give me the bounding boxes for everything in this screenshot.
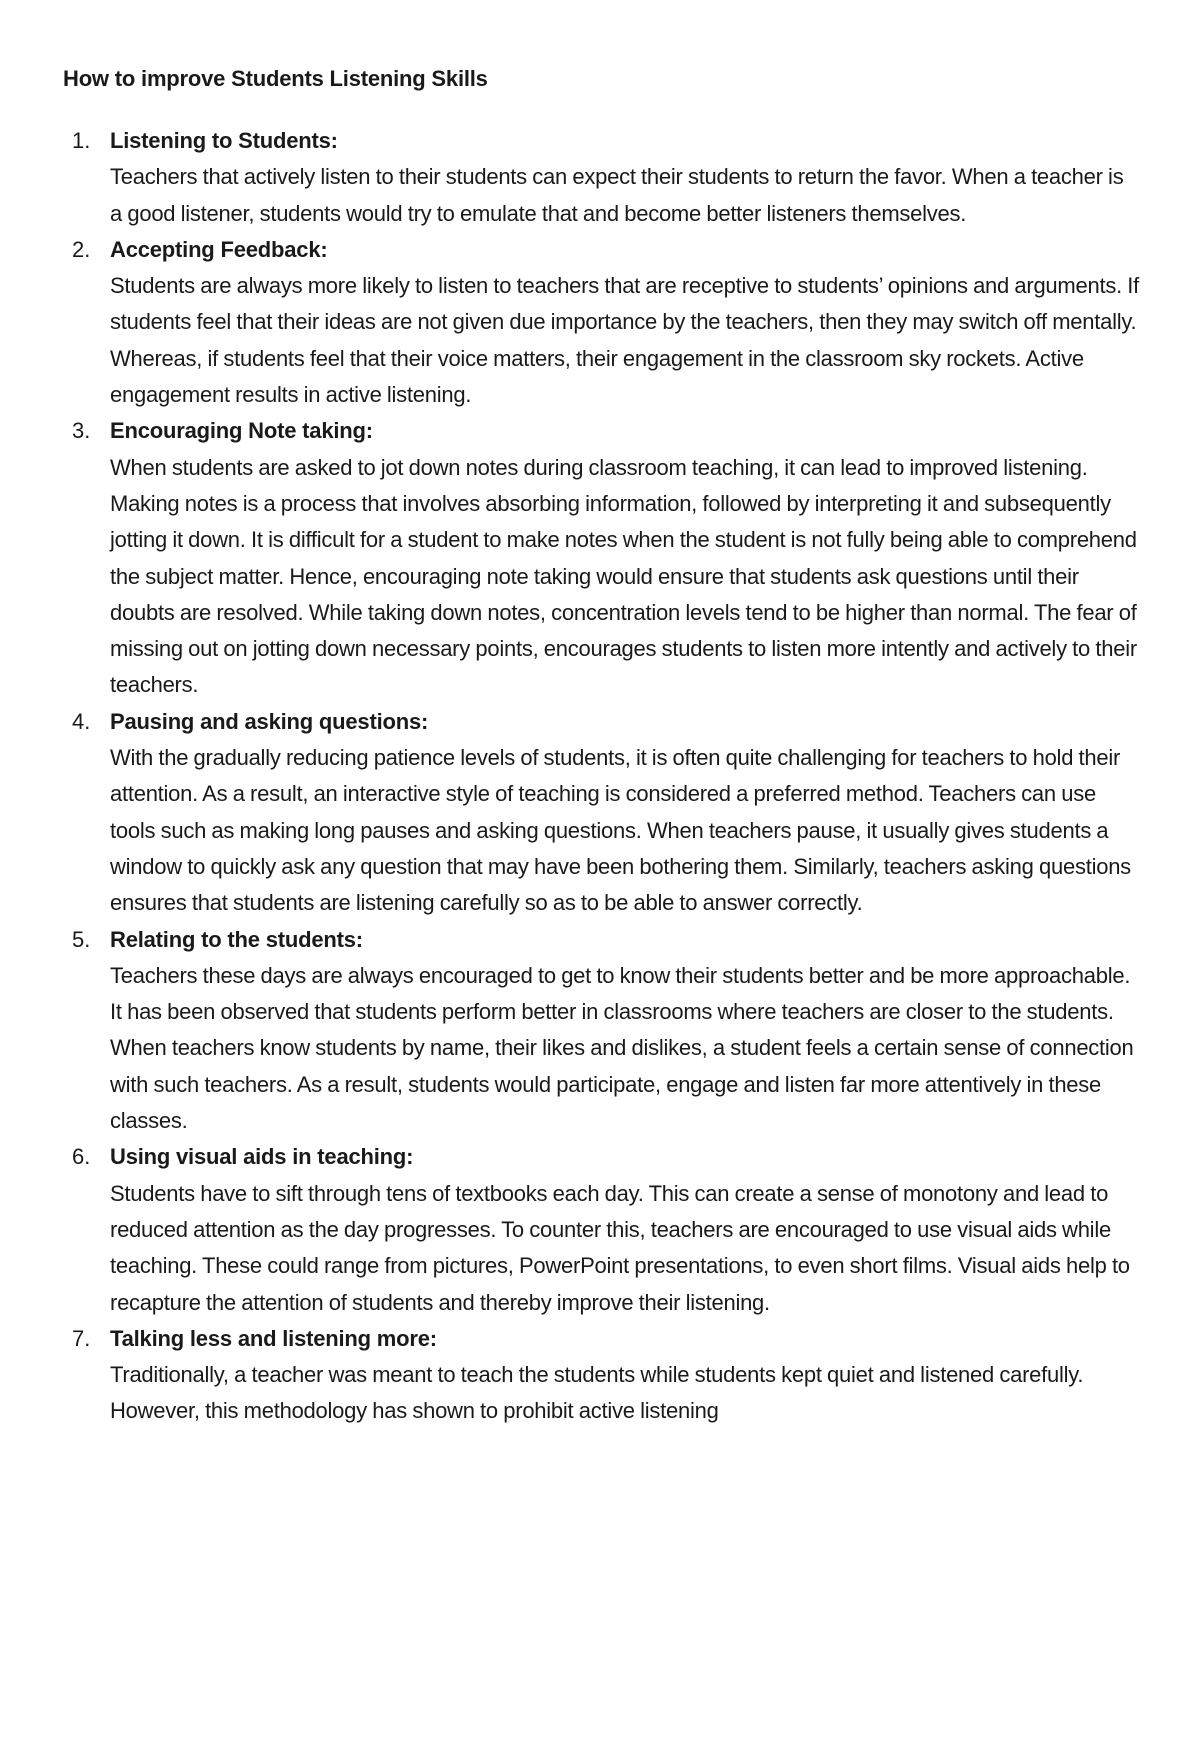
section-heading: Talking less and listening more: [110, 1325, 437, 1351]
section-number: 7. [72, 1325, 91, 1351]
section-body: Teachers these days are always encouraged to get to know their students better and be more approachable. It has been observed that students perform better in classrooms where teachers are closer to the students. When teachers know students by name, their likes and dislikes, a student feels a certain sense of connection with such teachers. As a result, students would participate, engage and listen far more attentively in these classes. [110, 962, 1134, 1134]
section-item-5 [0, 922, 1200, 1140]
section-heading: Listening to Students: [110, 128, 338, 153]
section-heading: Using visual aids in teaching: [110, 1144, 414, 1170]
section-heading: Pausing and asking questions: [110, 708, 429, 734]
section-number: 3. [72, 418, 91, 444]
section-body: Students have to sift through tens of textbooks each day. This can create a sense of monotony and lead to reduced attention as the day progresses. To counter this, teachers are encouraged to use visual aids while teaching. These could range from pictures, PowerPoint presentations, to even short films. Visual aids help to recapture the attention of students and thereby improve their listening. [110, 1180, 1130, 1315]
section-item-6 [0, 1139, 1200, 1320]
section-body: Teachers that actively listen to their students can expect their students to return the favor. When a teacher is a good listener, students would try to emulate that and become better listeners themselves. [110, 164, 1124, 226]
section-item-2 [0, 232, 1200, 413]
section-item-3 [0, 413, 1200, 703]
section-number: 4. [72, 708, 91, 734]
section-body: With the gradually reducing patience levels of students, it is often quite challenging for teachers to hold their attention. As a result, an interactive style of teaching is considered a preferred method. Teachers can use tools such as making long pauses and asking questions. When teachers pause, it usually gives students a window to quickly ask any question that may have been bothering them. Similarly, teachers asking questions ensures that students are listening carefully so as to be able to answer correctly. [110, 745, 1131, 916]
document-title: How to improve Students Listening Skills [63, 66, 488, 91]
section-number: 6. [72, 1144, 91, 1170]
section-heading: Encouraging Note taking: [110, 418, 373, 444]
section-body: When students are asked to jot down notes during classroom teaching, it can lead to improved listening. Making notes is a process that involves absorbing information, followed by interpreting it and subsequently jotting it down. It is difficult for a student to make notes when the student is not fully being able to comprehend the subject matter. Hence, encouraging note taking would ensure that students ask questions until their doubts are resolved. While taking down notes, concentration levels tend to be higher than normal. The fear of missing out on jotting down necessary points, encourages students to listen more intently and actively to their teachers. [110, 454, 1137, 698]
section-body: Traditionally, a teacher was meant to teach the students while students kept quiet and listened carefully. However, this methodology has shown to prohibit active listening [110, 1362, 1084, 1424]
section-item-7 [0, 1321, 1200, 1430]
section-item-4 [0, 704, 1200, 922]
section-item-1 [0, 123, 1200, 232]
section-number: 5. [72, 926, 91, 952]
section-body: Students are always more likely to listen to teachers that are receptive to students’ opinions and arguments. If students feel that their ideas are not given due importance by the teachers, then they may switch off mentally. Whereas, if students feel that their voice matters, their engagement in the classroom sky rockets. Active engagement results in active listening. [110, 273, 1140, 408]
section-heading: Accepting Feedback: [110, 236, 328, 262]
section-number: 2. [72, 236, 91, 262]
section-heading: Relating to the students: [110, 926, 363, 952]
section-number: 1. [72, 128, 91, 153]
section-list [0, 123, 1200, 1430]
